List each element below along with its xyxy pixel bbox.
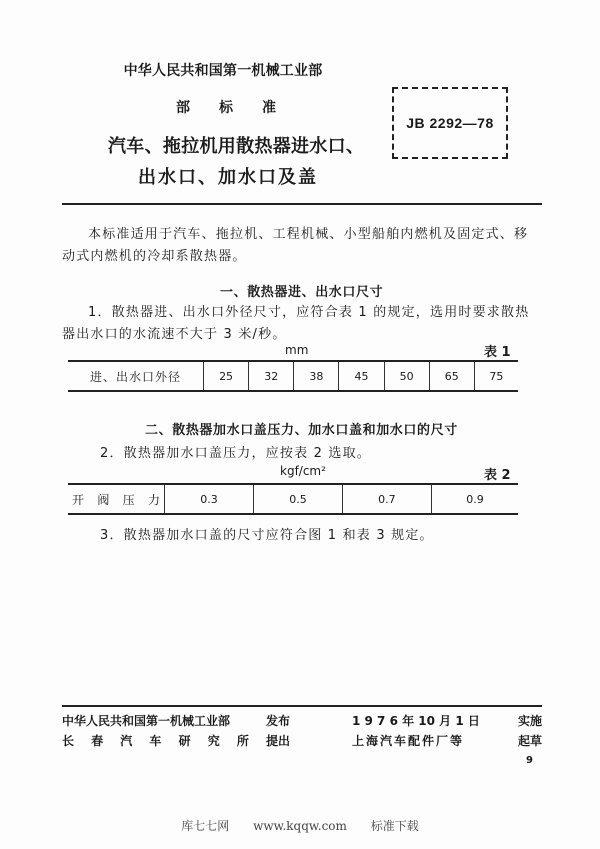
watermark-url[interactable]: www.kqqw.com (253, 819, 347, 833)
clause3-paragraph: 3．散热器加水口盖的尺寸应符合图 1 和表 3 规定。 (100, 528, 434, 543)
table1-cell: 38 (294, 361, 339, 391)
watermark-site-name: 库七七网 (181, 819, 230, 833)
clause2-paragraph: 2．散热器加水口盖压力，应按表 2 选取。 (100, 446, 372, 461)
issuing-ministry: 中华人民共和国第一机械工业部 (123, 63, 323, 79)
table2-cell: 0.3 (165, 484, 254, 514)
issuer-action: 发布 (265, 714, 290, 728)
proposer-char: 车 (149, 734, 162, 748)
proposer-char: 长 (62, 734, 75, 748)
proposer-char: 研 (178, 734, 191, 748)
table1-cell: 50 (384, 361, 429, 391)
document-title-line1: 汽车、拖拉机用散热器进水口、 (108, 136, 365, 157)
effective-date: 1 9 7 6 年 10 月 1 日 (352, 714, 480, 728)
issuer-line (62, 712, 290, 729)
table1-cell: 25 (204, 361, 249, 391)
watermark-tagline: 标准下载 (370, 819, 419, 833)
watermark (0, 817, 600, 834)
drafter-line (352, 732, 542, 749)
clause1-paragraph: 1．散热器进、出水口外径尺寸，应符合表 1 的规定，选用时要求散热器出水口的水流速不大于 3 米/秒。 (62, 305, 530, 342)
section1-heading: 一、散热器进、出水口尺寸 (220, 285, 384, 300)
table2-valve-pressure (68, 483, 518, 515)
table-row (68, 361, 518, 391)
standard-type-char: 标 (219, 100, 233, 116)
scope-paragraph: 本标准适用于汽车、拖拉机、工程机械、小型船舶内燃机及固定式、移动式内燃机的冷却系散热器。 (62, 227, 529, 264)
issuer-name: 中华人民共和国第一机械工业部 (62, 714, 231, 728)
header-divider (62, 203, 542, 205)
proposer-action: 提出 (265, 734, 290, 748)
drafter-name: 上海汽车配件厂等 (352, 734, 465, 748)
table1-row-header: 进、出水口外径 (89, 369, 181, 384)
proposer-line (62, 732, 290, 749)
effective-action: 实施 (517, 714, 542, 728)
table1-outlet-diameters (68, 360, 518, 392)
table2-label: 表 2 (484, 468, 511, 483)
page-number: 9 (526, 755, 533, 766)
standard-type (176, 97, 276, 117)
table1-cell: 75 (474, 361, 518, 391)
table1-cell: 32 (249, 361, 294, 391)
proposer-char: 汽 (120, 734, 133, 748)
effective-date-line (352, 712, 542, 729)
table2-cell: 0.5 (253, 484, 342, 514)
proposer-char: 究 (207, 734, 220, 748)
table2-cell: 0.7 (342, 484, 431, 514)
table2-row-header: 开阀压力 (72, 492, 160, 507)
section2-heading: 二、散热器加水口盖压力、加水口盖和加水口的尺寸 (145, 423, 458, 438)
table1-unit: mm (285, 343, 309, 357)
proposer-char: 春 (91, 734, 104, 748)
standard-code: JB 2292—78 (406, 115, 494, 131)
table2-cell: 0.9 (431, 484, 518, 514)
document-title-line2: 出水口、加水口及盖 (138, 167, 318, 188)
table1-cell: 65 (429, 361, 474, 391)
table2-unit: kgf/cm² (280, 464, 326, 478)
footer-divider (62, 705, 542, 707)
table1-cell: 45 (339, 361, 384, 391)
table1-label: 表 1 (484, 345, 511, 360)
standard-type-char: 准 (262, 100, 276, 116)
drafter-action: 起草 (517, 734, 542, 748)
table-row (68, 484, 518, 514)
standard-type-char: 部 (176, 100, 190, 116)
proposer-char: 所 (236, 734, 249, 748)
standard-code-box (392, 87, 508, 159)
